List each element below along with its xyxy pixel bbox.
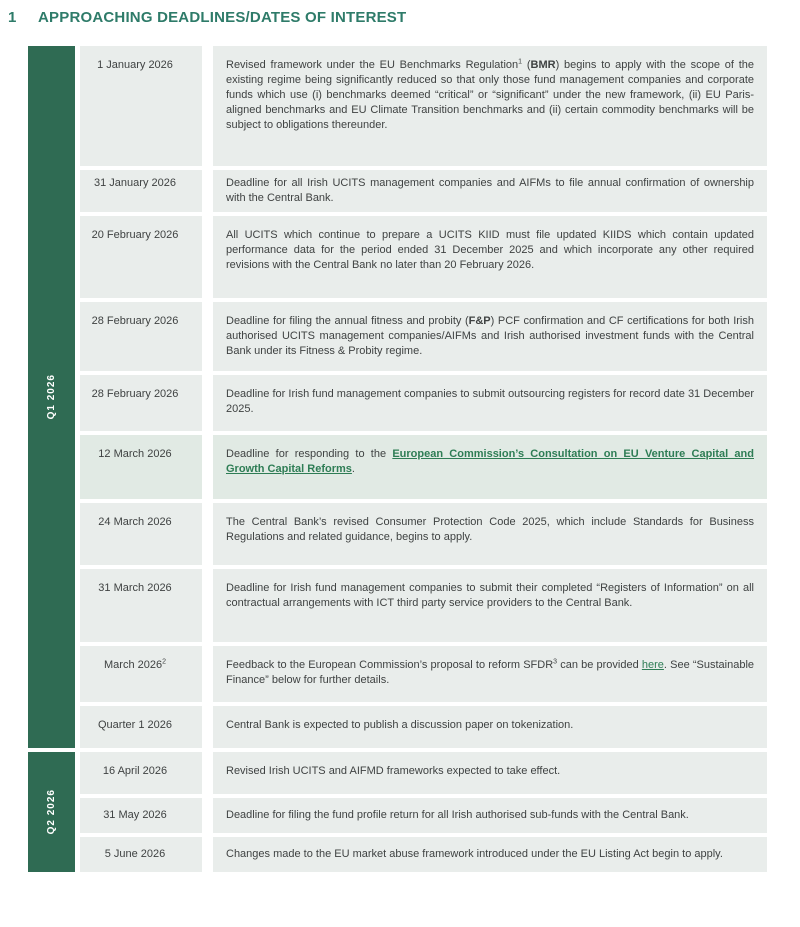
deadline-description: Revised framework under the EU Benchmarks Regulation$^1$ (BMR) begins to apply with the scope of the existing regime being significantly reduced so that only those fund management companies and corporate funds which use (i) benchmarks deemed “critical” or “significant” under the new framework, (ii) EU Paris-aligned benchmarks and EU Climate Transition benchmarks and (ii) certain commodity benchmarks will be subject to obligations thereunder. bbox=[213, 46, 767, 166]
quarter-rows bbox=[80, 752, 767, 872]
deadline-date: 31 May 2026 bbox=[80, 798, 202, 833]
sfdr-feedback-here-link[interactable]: here bbox=[641, 659, 664, 671]
deadline-description: Revised Irish UCITS and AIFMD frameworks expected to take effect. bbox=[213, 752, 767, 794]
deadline-description: Feedback to the European Commission’s proposal to reform SFDR$^3$ can be provided here. See “Sustainable Finance” below for further details. bbox=[213, 646, 767, 702]
deadline-description: Deadline for Irish fund management companies to submit their completed “Registers of Information” on all contractual arrangements with ICT third party service providers to the Central Bank. bbox=[213, 569, 767, 642]
deadline-description: The Central Bank’s revised Consumer Protection Code 2025, which include Standards for Business Regulations and related guidance, begins to apply. bbox=[213, 503, 767, 565]
deadline-description: Deadline for Irish fund management companies to submit outsourcing registers for record date 31 December 2025. bbox=[213, 375, 767, 431]
quarter-block bbox=[28, 752, 767, 872]
table-row bbox=[80, 170, 767, 212]
table-row bbox=[80, 752, 767, 794]
deadline-date: 31 January 2026 bbox=[80, 170, 202, 212]
footnote-marker: 3 bbox=[553, 658, 558, 666]
table-row bbox=[80, 375, 767, 431]
quarter-sidebar bbox=[28, 752, 75, 872]
table-row bbox=[80, 569, 767, 642]
deadline-date: 28 February 2026 bbox=[80, 302, 202, 371]
section-number: 1 bbox=[8, 9, 17, 26]
table-row bbox=[80, 837, 767, 872]
deadline-date: 28 February 2026 bbox=[80, 375, 202, 431]
deadline-description: Deadline for responding to the European Commission’s Consultation on EU Venture Capital and Growth Capital Reforms. bbox=[213, 435, 767, 499]
deadline-description: Deadline for all Irish UCITS management companies and AIFMs to file annual confirmation of ownership with the Central Bank. bbox=[213, 170, 767, 212]
quarter-block bbox=[28, 46, 767, 748]
deadlines-table bbox=[28, 46, 767, 872]
bold-term: F&P bbox=[468, 315, 491, 327]
table-row bbox=[80, 435, 767, 499]
deadline-date: 1 January 2026 bbox=[80, 46, 202, 166]
deadline-date: Quarter 1 2026 bbox=[80, 706, 202, 748]
quarter-rows bbox=[80, 46, 767, 748]
table-row bbox=[80, 646, 767, 702]
deadline-description: Deadline for filing the fund profile return for all Irish authorised sub-funds with the Central Bank. bbox=[213, 798, 767, 833]
quarter-sidebar bbox=[28, 46, 75, 748]
deadline-date: 24 March 2026 bbox=[80, 503, 202, 565]
deadline-description: Central Bank is expected to publish a discussion paper on tokenization. bbox=[213, 706, 767, 748]
section-title: APPROACHING DEADLINES/DATES OF INTEREST bbox=[38, 9, 407, 26]
table-row bbox=[80, 46, 767, 166]
footnote-marker: 2 bbox=[162, 658, 166, 666]
eu-venture-capital-consultation-link[interactable]: European Commission’s Consultation on EU Venture Capital and Growth Capital Reforms bbox=[226, 448, 754, 475]
table-row bbox=[80, 706, 767, 748]
deadline-description: All UCITS which continue to prepare a UCITS KIID must file updated KIIDS which contain updated performance data for the period ended 31 December 2025 and which incorporate any other required revisions with the Central Bank no later than 20 February 2026. bbox=[213, 216, 767, 298]
deadline-description: Deadline for filing the annual fitness and probity (F&P) PCF confirmation and CF certifications for both Irish authorised UCITS management companies/AIFMs and Irish authorised investment funds with the Central Bank under its Fitness & Probity regime. bbox=[213, 302, 767, 371]
deadline-date: 31 March 2026 bbox=[80, 569, 202, 642]
bold-term: BMR bbox=[530, 59, 556, 71]
quarter-label: Q2 2026 bbox=[46, 789, 57, 835]
deadline-date: March 2026$^2$ bbox=[80, 646, 202, 702]
deadline-description: Changes made to the EU market abuse framework introduced under the EU Listing Act begin to apply. bbox=[213, 837, 767, 872]
quarter-label: Q1 2026 bbox=[46, 374, 57, 420]
table-row bbox=[80, 798, 767, 833]
deadline-date: 5 June 2026 bbox=[80, 837, 202, 872]
table-row bbox=[80, 302, 767, 371]
deadline-date: 20 February 2026 bbox=[80, 216, 202, 298]
table-row bbox=[80, 216, 767, 298]
footnote-marker: 1 bbox=[518, 58, 523, 66]
deadline-date: 12 March 2026 bbox=[80, 435, 202, 499]
table-row bbox=[80, 503, 767, 565]
deadline-date: 16 April 2026 bbox=[80, 752, 202, 794]
section-heading bbox=[0, 0, 800, 26]
